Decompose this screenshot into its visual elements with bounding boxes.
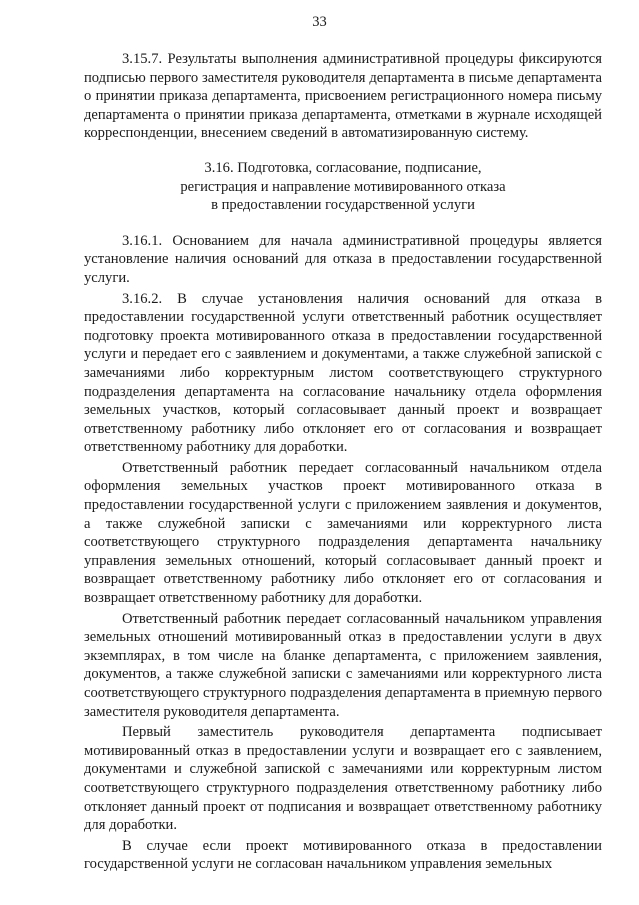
section-heading-line-3: в предоставлении государственной услуги [211, 197, 475, 214]
section-heading-line-1: 3.16. Подготовка, согласование, подписание, [204, 159, 482, 176]
section-heading-3-16 [84, 159, 602, 215]
paragraph-3-16-1: 3.16.1. Основанием для начала административной процедуры является установление наличия оснований для отказа в предоставлении государственной услуги. [84, 232, 602, 286]
paragraph-first-deputy: Первый заместитель руководителя департамента подписывает мотивированный отказ в предоставлении услуги и возвращает его с заявлением, документами и служебной запиской с замечаниями или корректурным листом соответствующего структурного подразделения ответственному работнику либо отклоняет данный проект от подписания и возвращает ответственному работнику для доработки. [84, 724, 602, 834]
paragraph-3-15-7: 3.15.7. Результаты выполнения административной процедуры фиксируются подписью первого заместителя руководителя департамента в письме департамента о принятии приказа департамента, присвоением регистрационного номера письму департамента о принятии приказа департамента, отметками в журнале исходящей корреспонденции, внесением сведений в автоматизированную систему. [84, 51, 602, 142]
paragraph-3-16-2: 3.16.2. В случае установления наличия оснований для отказа в предоставлении государственной услуги ответственный работник осуществляет подготовку проекта мотивированного отказа в предоставлении государственной услуги и передает его с заявлением и документами, а также служебной запиской с замечаниями либо корректурным листом соответствующего структурного подразделения департамента на согласование начальнику отдела оформления земельных участков, который согласовывает данный проект и возвращает ответственному работнику либо отклоняет его от согласования и возвращает ответственному работнику для доработки. [84, 290, 602, 456]
paragraph-responsible-worker-2: Ответственный работник передает согласованный начальником управления земельных отношений мотивированный отказ в предоставлении услуги в двух экземплярах, в том числе на бланке департамента, с приложением заявления, документов, а также служебной записки с замечаниями или корректурного листа соответствующего структурного подразделения департамента в приемную первого заместителя руководителя департамента. [84, 610, 602, 720]
page-number: 33 [312, 14, 327, 30]
paragraph-responsible-worker-1: Ответственный работник передает согласованный начальником отдела оформления земельных участков проект мотивированного отказа в предоставлении государственной услуги с приложением заявления и документов, а также служебной записки с замечаниями или корректурного листа соответствующего структурного подразделения департамента начальнику управления земельных отношений, который согласовывает данный проект и возвращает ответственному работнику либо отклоняет его от согласования и возвращает ответственному работнику для доработки. [84, 459, 602, 607]
document-body [84, 50, 602, 874]
section-heading-line-2: регистрация и направление мотивированного отказа [180, 178, 506, 195]
paragraph-if-not-approved: В случае если проект мотивированного отказа в предоставлении государственной услуги не согласован начальником управления земельных [84, 837, 602, 873]
